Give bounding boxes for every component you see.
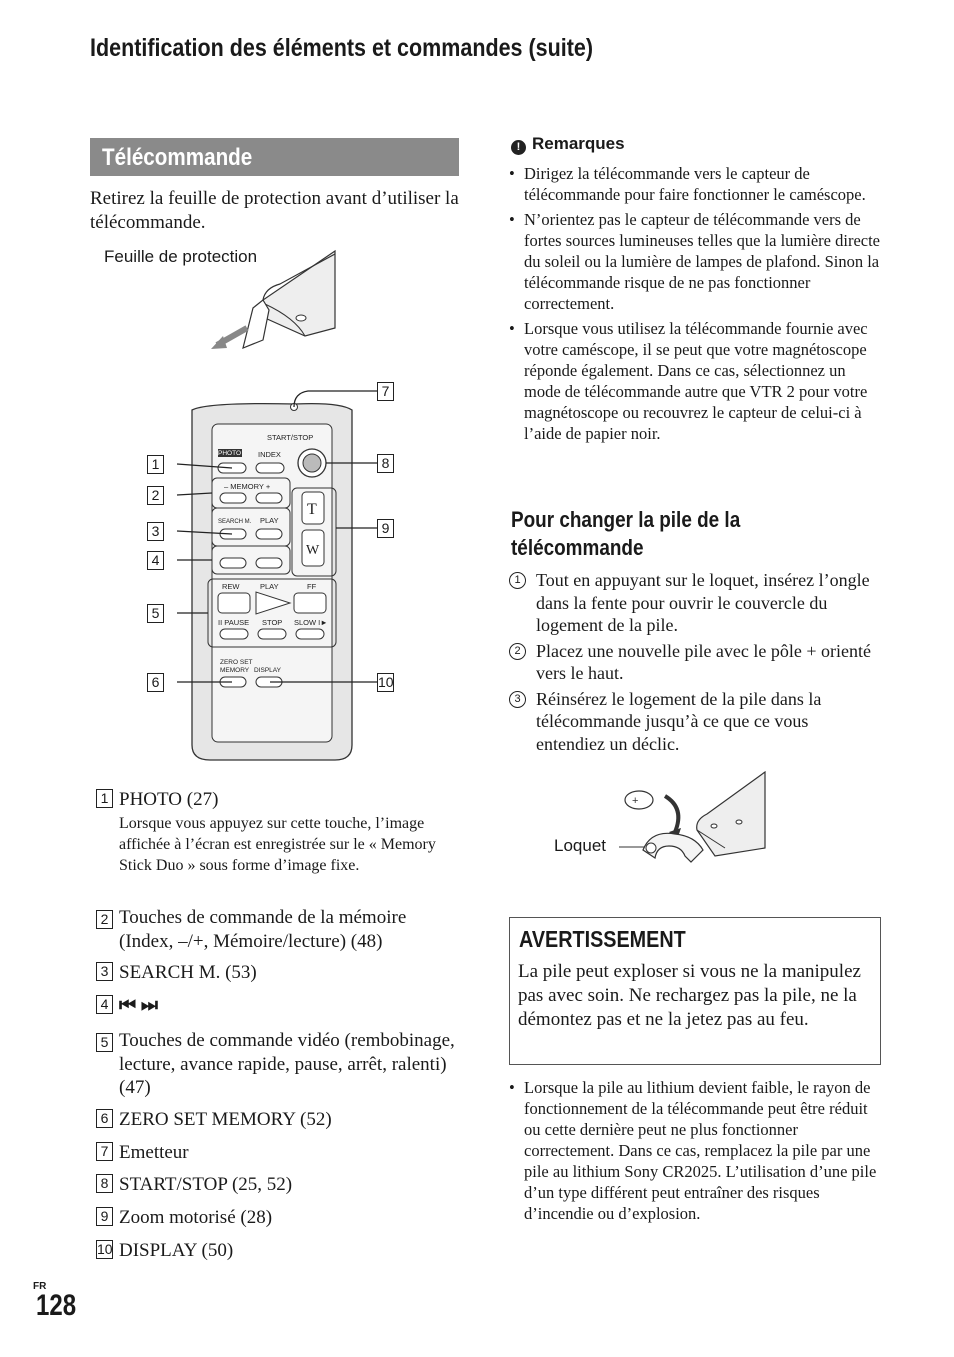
callout-3: 3: [147, 522, 164, 541]
callout-9: 9: [377, 519, 394, 538]
battery-section-title: Pour changer la pile de la télécommande: [511, 507, 741, 560]
note-item: • Lorsque vous utilisez la télécommande fournie avec votre caméscope, il se peut que votre magnétoscope réponde également. Dans ce cas, sélectionnez un mode de télécommande autre que VTR 2 pour votre magnétoscope ou recouvrez le capteur de celui-ci à l’aide de papier noir.: [509, 318, 884, 444]
remote-label-pause: II PAUSE: [218, 618, 250, 627]
callout-4: 4: [147, 551, 164, 570]
legend-item: 7 Emetteur: [96, 1142, 189, 1164]
battery-plus-mark: +: [632, 795, 639, 807]
legend-item-description: Lorsque vous appuyez sur cette touche, l’image affichée à l’écran est enregistrée sur le « Memory Stick Duo » sous forme d’image fixe.: [119, 815, 436, 874]
callout-6: 6: [147, 673, 164, 692]
legend-item: 1 PHOTO (27): [96, 789, 218, 811]
remote-label-zoom-t: T: [307, 501, 317, 518]
callout-10: 10: [378, 674, 394, 690]
remote-label-memory: – MEMORY +: [224, 482, 271, 491]
step-item: 1 Tout en appuyant sur le loquet, insérez l’ongle dans la fente pour ouvrir le couvercle du logement de la pile.: [509, 569, 879, 637]
remote-label-start-stop: START/STOP: [267, 433, 314, 442]
section-title-bar: [90, 138, 459, 176]
legend-item: 10 DISPLAY (50): [97, 1240, 234, 1261]
remote-label-stop: STOP: [262, 618, 283, 627]
page-header: Identification des éléments et commandes (suite): [90, 34, 593, 62]
callout-8: 8: [377, 454, 394, 473]
legend-item: 4 ⏮ ⏭: [96, 995, 158, 1017]
legend-item: 2 Touches de commande de la mémoire (Index, –/+, Mémoire/lecture) (48): [96, 906, 464, 954]
remote-label-photo: PHOTO: [218, 450, 241, 457]
callout-5: 5: [147, 604, 164, 623]
warning-text: La pile peut exploser si vous ne la manipulez pas avec soin. Ne rechargez pas la pile, ne la démontez pas et ne la jetez pas au feu.: [518, 961, 861, 1030]
notes-heading: ! Remarques: [511, 134, 625, 155]
note-icon: !: [511, 140, 526, 155]
page-number: 128: [36, 1289, 77, 1322]
lithium-note-list: [509, 1077, 884, 1228]
protection-foil-illustration: [205, 248, 340, 358]
foil-label: Feuille de protection: [104, 247, 258, 266]
legend-item: 5 Touches de commande vidéo (rembobinage, lecture, avance rapide, pause, arrêt, ralenti) (47): [96, 1029, 464, 1100]
section-title: Télécommande: [102, 144, 253, 171]
remote-label-zoom-w: W: [306, 543, 320, 558]
battery-steps: [509, 569, 879, 758]
callout-1: 1: [147, 455, 164, 474]
lithium-note: • Lorsque la pile au lithium devient faible, le rayon de fonctionnement de la télécommande peut être réduit ou cette dernière peut ne plus fonctionner correctement. Dans ce cas, remplacez la pile par une pile au lithium Sony CR2025. L’utilisation d’une pile d’un type différent peut entraîner des risques d’incendie ou d’explosion.: [509, 1077, 884, 1224]
legend-item: 9 Zoom motorisé (28): [96, 1207, 272, 1229]
remote-label-search: SEARCH M.: [218, 519, 252, 525]
legend-item: 3 SEARCH M. (53): [96, 962, 257, 984]
legend-item: 8 START/STOP (25, 52): [96, 1174, 292, 1196]
remote-label-play: PLAY: [260, 516, 279, 525]
battery-replacement-illustration: [615, 770, 775, 880]
callout-2: 2: [147, 486, 164, 505]
note-item: • Dirigez la télécommande vers le capteur de télécommande pour faire fonctionner le caméscope.: [509, 163, 884, 205]
step-item: 3 Réinsérez le logement de la pile dans la télécommande jusqu’à ce que ce vous entendiez un déclic.: [509, 688, 879, 756]
remote-label-ff: FF: [307, 582, 317, 591]
remote-label-zero: ZERO SET: [220, 659, 253, 666]
remote-label-index: INDEX: [258, 450, 281, 459]
intro-text: Retirez la feuille de protection avant d’utiliser la télécommande.: [90, 188, 459, 233]
warning-box: [509, 917, 881, 1065]
remote-control-diagram: [140, 380, 410, 775]
legend-item: 6 ZERO SET MEMORY (52): [96, 1109, 332, 1131]
step-item: 2 Placez une nouvelle pile avec le pôle + orienté vers le haut.: [509, 640, 879, 685]
remote-label-memory2: MEMORY: [220, 667, 250, 674]
page-language: FR: [33, 1281, 47, 1292]
latch-label: Loquet: [554, 836, 606, 855]
warning-title: AVERTISSEMENT: [519, 926, 686, 952]
remote-label-slow: SLOW I►: [294, 618, 328, 627]
remote-label-display: DISPLAY: [254, 667, 281, 674]
notes-list: [509, 163, 884, 448]
remote-label-play2: PLAY: [260, 582, 279, 591]
callout-7: 7: [377, 382, 394, 401]
note-item: • N’orientez pas le capteur de télécommande vers de fortes sources lumineuses telles que la lumière directe du soleil ou la lumière de lampes de plafond. Sinon la télécommande risque de ne pas fonctionner correctement.: [509, 209, 884, 314]
remote-label-rew: REW: [222, 582, 240, 591]
